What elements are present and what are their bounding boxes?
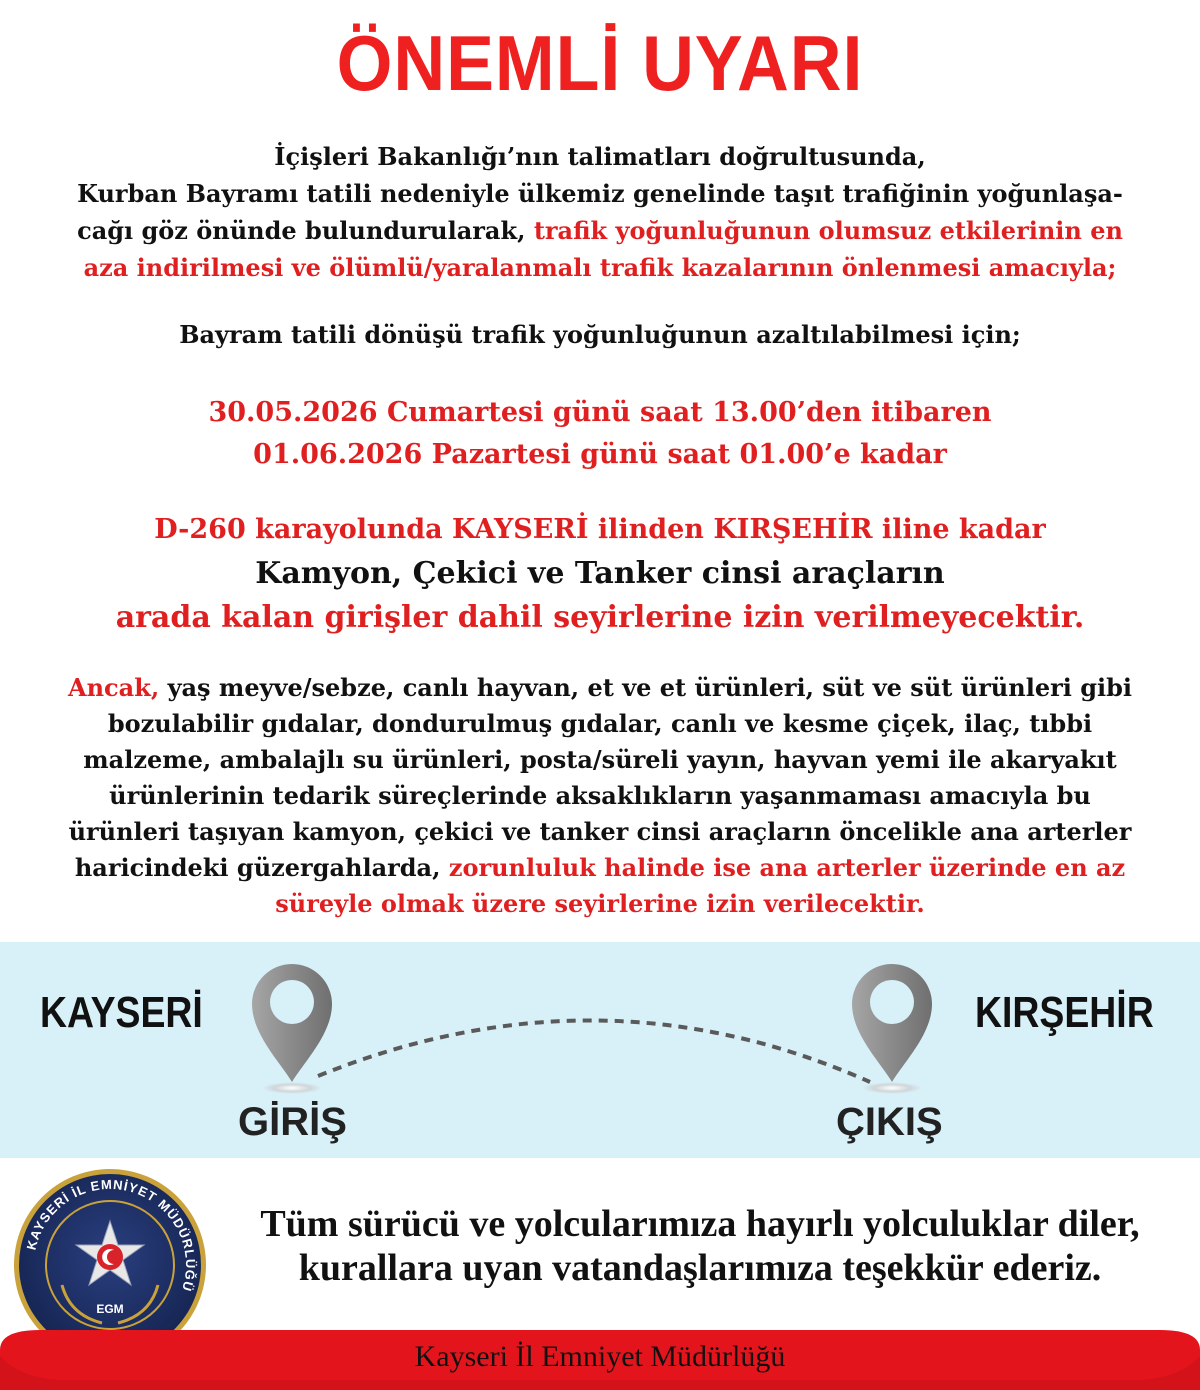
route-map-band — [0, 942, 1200, 1158]
intro-line-3 — [20, 212, 1180, 249]
intro-line-1: İçişleri Bakanlığı’nın talimatları doğrultusunda, — [274, 142, 926, 171]
exception-line-4: ürünlerinin tedarik süreçlerinde aksaklıkların yaşanmaması amacıyla bu — [109, 781, 1091, 810]
to-city-label: KIRŞEHİR — [975, 988, 1154, 1037]
exception-line-3: malzeme, ambalajlı su ürünleri, posta/süreli yayın, hayvan yemi ile akaryakıt — [83, 745, 1117, 774]
map-pin-icon — [852, 964, 932, 1094]
logo-abbr: EGM — [96, 1302, 124, 1316]
purpose-line: Bayram tatili dönüşü trafik yoğunluğunun azaltılabilmesi için; — [179, 320, 1021, 349]
restriction-block — [20, 508, 1180, 640]
intro-line-2: Kurban Bayramı tatili nedeniyle ülkemiz genelinde taşıt trafiğinin yoğunlaşa- — [77, 179, 1123, 208]
date-end: 01.06.2026 Pazartesi günü saat 01.00’e kadar — [253, 439, 947, 470]
exit-label: ÇIKIŞ — [836, 1100, 943, 1144]
footer-banner — [0, 1330, 1200, 1390]
exception-line-7: süreyle olmak üzere seyirlerine izin verilecektir. — [275, 889, 925, 918]
closing-message — [215, 1202, 1185, 1290]
exception-line-2: bozulabilir gıdalar, dondurulmuş gıdalar, canlı ve kesme çiçek, ilaç, tıbbi — [107, 709, 1093, 738]
intro-line-3-black: cağı göz önünde bulundurularak, — [77, 216, 526, 245]
closing-line-2: kurallara uyan vatandaşlarımıza teşekkür ederiz. — [298, 1247, 1102, 1289]
footer-text: Kayseri İl Emniyet Müdürlüğü — [414, 1340, 786, 1373]
intro-line-3-red: trafik yoğunluğunun olumsuz etkilerinin en — [533, 216, 1123, 245]
intro-line-4: aza indirilmesi ve ölümlü/yaralanmalı trafik kazalarının önlenmesi amacıyla; — [83, 253, 1117, 282]
exception-line-6-red: zorunluluk halinde ise ana arterler üzerinde en az — [448, 853, 1126, 882]
exception-lead: Ancak, — [67, 673, 160, 702]
intro-paragraph — [20, 138, 1180, 286]
exception-line-5: ürünleri taşıyan kamyon, çekici ve tanker cinsi araçların öncelikle ana arterler — [68, 817, 1132, 846]
exception-line-6-black: haricindeki güzergahlarda, — [74, 853, 441, 882]
restriction-route: D-260 karayolunda KAYSERİ ilinden KIRŞEHİR iline kadar — [154, 514, 1046, 545]
route-map-graphic — [0, 942, 1200, 1158]
restriction-vehicles: Kamyon, Çekici ve Tanker cinsi araçların — [255, 556, 945, 591]
date-start: 30.05.2026 Cumartesi günü saat 13.00’den itibaren — [208, 397, 992, 428]
exception-line-1 — [20, 670, 1180, 706]
exception-paragraph — [20, 670, 1180, 922]
date-range — [20, 392, 1180, 476]
restriction-ban: arada kalan girişler dahil seyirlerine izin verilmeyecektir. — [115, 600, 1085, 635]
logo-ring-text: KAYSERİ İL EMNİYET MÜDÜRLÜĞÜ — [23, 1176, 199, 1294]
closing-line-1: Tüm sürücü ve yolcularımıza hayırlı yolculuklar diler, — [260, 1203, 1140, 1245]
entry-label: GİRİŞ — [238, 1100, 347, 1144]
exception-line-6 — [20, 850, 1180, 886]
exception-line-1-text: yaş meyve/sebze, canlı hayvan, et ve et ürünleri, süt ve süt ürünleri gibi — [167, 673, 1133, 702]
from-city-label: KAYSERİ — [40, 988, 203, 1037]
page-title: ÖNEMLİ UYARI — [336, 19, 864, 107]
route-dashed-line — [318, 1020, 870, 1082]
